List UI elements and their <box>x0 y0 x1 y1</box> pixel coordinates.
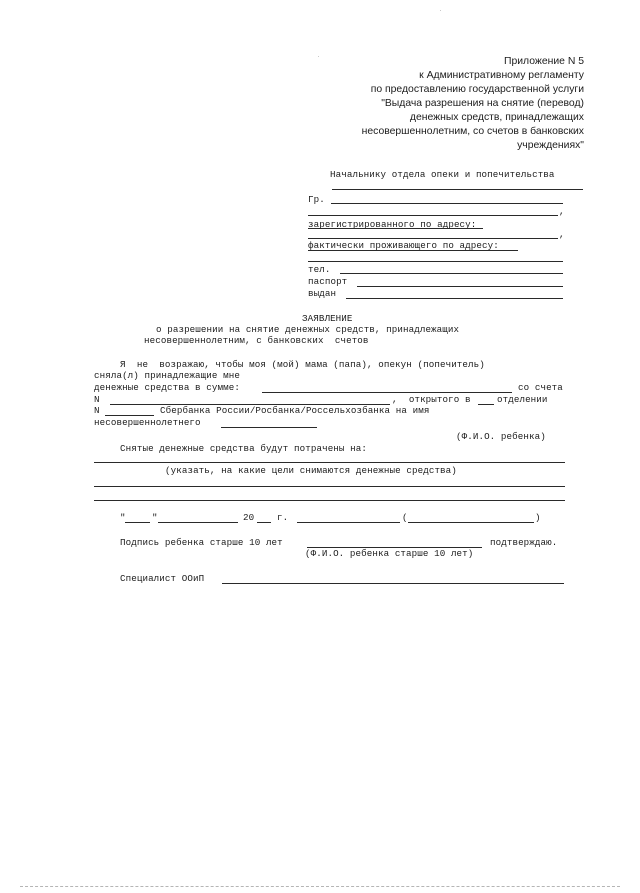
minor-name-line <box>221 427 317 428</box>
appendix-line-6: несовершеннолетним, со счетов в банковских <box>361 126 584 137</box>
branch-line <box>478 404 494 405</box>
account-n-label: N <box>94 394 100 405</box>
child-confirm: подтверждаю. <box>490 537 558 548</box>
registered-label-underline <box>308 228 483 229</box>
signature-line <box>297 522 400 523</box>
purpose-hint: (указать, на какие цели снимаются денежные средства) <box>165 465 457 476</box>
body-bank-names: Сбербанка России/Росбанка/Россельхозбанка на имя <box>160 405 430 416</box>
addressee-to: Начальнику отдела опеки и попечительства <box>330 169 555 180</box>
registered-comma: , <box>559 229 565 240</box>
phone-label: тел. <box>308 264 331 275</box>
statement-heading: ЗАЯВЛЕНИЕ <box>302 313 353 324</box>
issued-label: выдан <box>308 288 337 299</box>
purpose-line-1 <box>94 462 565 463</box>
date-day-line <box>125 522 150 523</box>
body-minor-label: несовершеннолетнего <box>94 417 201 428</box>
amount-line <box>262 392 512 393</box>
scan-speck <box>440 10 441 11</box>
registered-label: зарегистрированного по адресу: <box>308 219 477 230</box>
specialist-line <box>222 583 564 584</box>
date-quote-open: " <box>120 512 126 523</box>
paren-close: ) <box>535 512 541 523</box>
citizen-name-line-2 <box>308 215 558 216</box>
passport-line <box>357 286 563 287</box>
statement-subtitle-1: о разрешении на снятие денежных средств, принадлежащих <box>156 324 460 335</box>
body-from-account: со счета <box>518 382 563 393</box>
registered-address-line <box>308 238 558 239</box>
appendix-line-7: учреждениях" <box>517 140 584 151</box>
citizen-name-line <box>331 203 563 204</box>
actual-address-line <box>308 261 563 262</box>
issued-line <box>346 298 563 299</box>
passport-label: паспорт <box>308 276 348 287</box>
appendix-line-2: к Административному регламенту <box>419 70 584 81</box>
scan-edge-artifact <box>20 886 620 887</box>
date-g: г. <box>277 512 289 523</box>
paren-open: ( <box>402 512 408 523</box>
child-sign-label: Подпись ребенка старше 10 лет <box>120 537 283 548</box>
citizen-label: Гр. <box>308 194 325 205</box>
appendix-line-4: "Выдача разрешения на снятие (перевод) <box>381 98 584 109</box>
fio-child-caption: (Ф.И.О. ребенка) <box>456 431 546 442</box>
phone-line <box>340 273 563 274</box>
date-year-prefix: 20 <box>243 512 255 523</box>
branch-n-label: N <box>94 405 100 416</box>
date-year-line <box>257 522 271 523</box>
body-opened-in: , открытого в <box>392 394 471 405</box>
purpose-line-3 <box>94 500 565 501</box>
spent-on-label: Снятые денежные средства будут потрачены на: <box>120 443 367 454</box>
body-amount-label: денежные средства в сумме: <box>94 382 240 393</box>
date-quote-close: " <box>152 512 158 523</box>
branch-number-line <box>105 415 154 416</box>
scan-speck <box>318 56 319 57</box>
appendix-line-1: Приложение N 5 <box>504 56 584 67</box>
appendix-line-3: по предоставлению государственной услуги <box>370 84 584 95</box>
body-line-2: сняла(л) принадлежащие мне <box>94 370 240 381</box>
signature-name-line <box>408 522 534 523</box>
body-line-1: Я не возражаю, чтобы моя (мой) мама (папа), опекун (попечитель) <box>120 359 485 370</box>
appendix-line-5: денежных средств, принадлежащих <box>409 112 584 123</box>
body-branch: отделении <box>497 394 548 405</box>
child-fio-caption: (Ф.И.О. ребенка старше 10 лет) <box>305 548 474 559</box>
actual-label-underline <box>308 250 518 251</box>
specialist-label: Специалист ООиП <box>120 573 205 584</box>
purpose-line-2 <box>94 486 565 487</box>
actual-label: фактически проживающего по адресу: <box>308 240 499 251</box>
date-month-line <box>158 522 238 523</box>
statement-subtitle-2: несовершеннолетним, с банковских счетов <box>144 335 369 346</box>
citizen-comma: , <box>559 206 565 217</box>
addressee-line <box>332 189 583 190</box>
